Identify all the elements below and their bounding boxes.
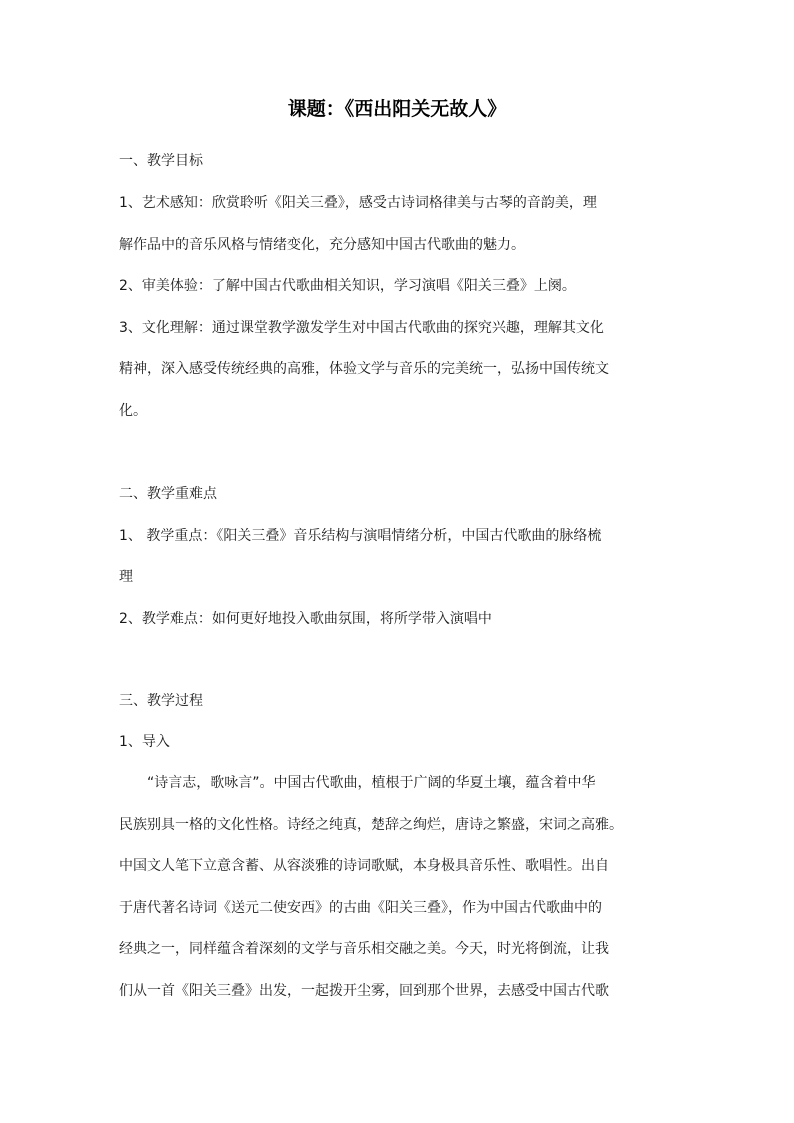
key-point-1-line-2: 理 [119,569,133,585]
objective-3-line-1: 3、文化理解：通过课堂教学激发学生对中国古代歌曲的探究兴趣，理解其文化 [119,320,604,336]
objective-1-line-1: 1、艺术感知：欣赏聆听《阳关三叠》，感受古诗词格律美与古琴的音韵美，理 [119,195,597,211]
process-sub-heading-intro: 1、导入 [119,734,170,750]
intro-paragraph-line-2: 民族别具一格的文化性格。诗经之纯真，楚辞之绚烂，唐诗之繁盛，宋词之高雅。 [119,817,623,833]
section-heading-key-points: 二、教学重难点 [119,486,217,502]
objective-2-line-1: 2、审美体验：了解中国古代歌曲相关知识，学习演唱《阳关三叠》上阕。 [119,278,576,294]
objective-3-line-3: 化。 [119,403,147,419]
intro-paragraph-line-5: 经典之一，同样蕴含着深刻的文学与音乐相交融之美。今天，时光将倒流，让我 [119,941,609,957]
page-title: 课题：《西出阳关无故人》 [287,98,507,120]
section-heading-process: 三、教学过程 [119,693,203,709]
intro-paragraph-line-6: 们从一首《阳关三叠》出发，一起拨开尘雾，回到那个世界，去感受中国古代歌 [119,983,609,999]
intro-paragraph-line-1: “诗言志，歌咏言”。中国古代歌曲，植根于广阔的华夏土壤，蕴含着中华 [147,775,596,791]
section-heading-objectives: 一、教学目标 [119,153,203,169]
intro-paragraph-line-4: 于唐代著名诗词《送元二使安西》的古曲《阳关三叠》，作为中国古代歌曲中的 [119,900,602,916]
objective-1-line-2: 解作品中的音乐风格与情绪变化，充分感知中国古代歌曲的魅力。 [119,237,525,253]
key-point-1-line-1: 1、 教学重点：《阳关三叠》音乐结构与演唱情绪分析，中国古代歌曲的脉络梳 [119,528,602,544]
intro-paragraph-line-3: 中国文人笔下立意含蓄、从容淡雅的诗词歌赋，本身极具音乐性、歌唱性。出自 [119,858,609,874]
objective-3-line-2: 精神，深入感受传统经典的高雅，体验文学与音乐的完美统一，弘扬中国传统文 [119,361,609,377]
key-point-2-line-1: 2、教学难点：如何更好地投入歌曲氛围，将所学带入演唱中 [119,611,492,627]
